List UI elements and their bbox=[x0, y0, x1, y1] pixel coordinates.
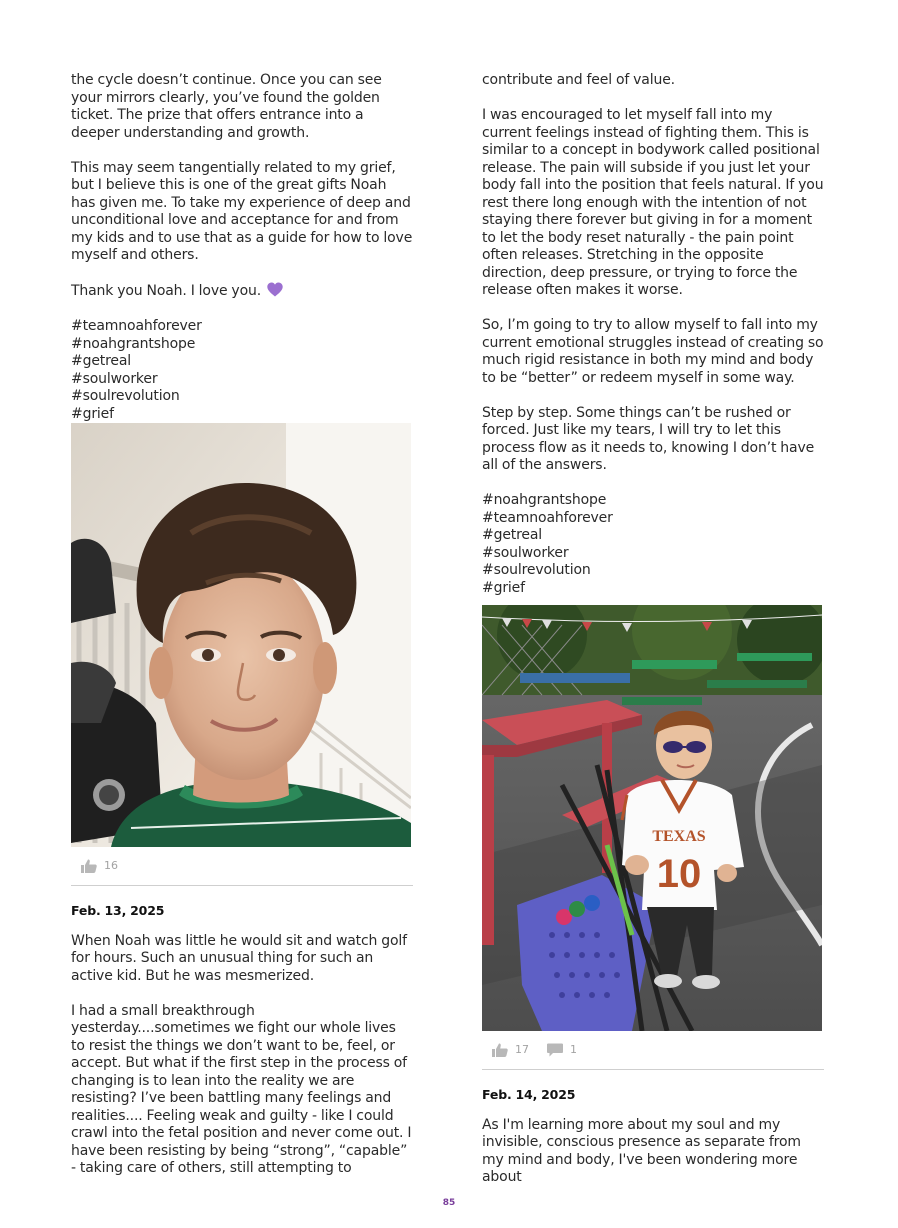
breakthrough-paragraph: I had a small breakthrough yesterday....sometimes we fight our whole lives to resist the things we don’t want to be, feel, or accept. But what if the first step in the process of changing is to lean into the reality we are resisting? I’ve been battling many feelings and realities.... Feeling weak and guilty - like I could crawl into the fetal position and never come out. I have been resisting by being “strong”, “capable” - taking care of others, still attempting to bbox=[71, 1002, 412, 1176]
hashtag-link[interactable]: #noahgrantshope bbox=[482, 492, 607, 508]
right-intro-paragraph: contribute and feel of value. bbox=[482, 72, 675, 88]
thumbs-up-icon bbox=[81, 859, 97, 873]
post-date: Feb. 13, 2025 bbox=[71, 903, 165, 918]
left-intro-paragraph: the cycle doesn’t continue. Once you can see your mirrors clearly, you’ve found the golden ticket. The prize that offers entrance into a deeper understanding and growth. bbox=[71, 72, 382, 141]
like-count[interactable] bbox=[492, 1041, 529, 1059]
like-count-value: 17 bbox=[515, 1043, 529, 1057]
shirt-text: TEXAS bbox=[652, 828, 706, 845]
like-count[interactable] bbox=[81, 857, 118, 875]
like-count-value: 16 bbox=[104, 859, 118, 873]
noah-portrait-photo bbox=[71, 423, 411, 847]
left-post-stats bbox=[71, 847, 413, 886]
post-date: Feb. 14, 2025 bbox=[482, 1087, 576, 1102]
thanks-text: Thank you Noah. I love you. bbox=[71, 283, 262, 299]
right-post-stats bbox=[482, 1031, 824, 1070]
hashtag-link[interactable]: #soulrevolution bbox=[71, 388, 180, 404]
left-hashtag-list bbox=[71, 318, 413, 423]
hashtag-link[interactable]: #soulrevolution bbox=[482, 562, 591, 578]
thanks-line bbox=[71, 282, 413, 301]
right-column bbox=[482, 72, 824, 1187]
hashtag-link[interactable]: #teamnoahforever bbox=[71, 318, 202, 334]
hashtag-link[interactable]: #teamnoahforever bbox=[482, 509, 613, 526]
hashtag-link[interactable]: #grief bbox=[71, 405, 114, 422]
hashtag-link[interactable]: #noahgrantshope bbox=[71, 335, 196, 352]
right-hashtag-list bbox=[482, 492, 824, 597]
hashtag-link[interactable]: #getreal bbox=[71, 353, 132, 369]
comment-count-value: 1 bbox=[570, 1043, 577, 1057]
comment-bubble-icon bbox=[547, 1043, 563, 1057]
toddler-golf-photo bbox=[482, 605, 822, 1031]
emotional-struggles-paragraph: So, I’m going to try to allow myself to fall into my current emotional struggles instead of creating so much rigid resistance in both my mind and body to be “better” or redeem myself in some way. bbox=[482, 317, 824, 386]
comment-count[interactable] bbox=[547, 1041, 577, 1059]
thumbs-up-icon bbox=[492, 1043, 508, 1057]
positional-release-paragraph: I was encouraged to let myself fall into my current feelings instead of fighting them. This is similar to a concept in bodywork called positional release. The pain will subside if you just let your body fall into the position that feels natural. If you rest there long enough with the intention of not staying there forever but giving in for a moment to let the body reset naturally - the pain point often releases. Stretching in the opposite direction, deep pressure, or trying to force the release often makes it worse. bbox=[482, 107, 824, 298]
left-column bbox=[71, 72, 413, 1178]
hashtag-link[interactable]: #grief bbox=[482, 579, 525, 596]
shirt-number: 10 bbox=[656, 852, 702, 896]
step-by-step-paragraph: Step by step. Some things can’t be rushed or forced. Just like my tears, I will try to let this process flow as it needs to, knowing I don’t have all of the answers. bbox=[482, 404, 815, 473]
golf-paragraph: When Noah was little he would sit and watch golf for hours. Such an unusual thing for such an active kid. But he was mesmerized. bbox=[71, 932, 407, 984]
hashtag-link[interactable]: #soulworker bbox=[482, 544, 569, 561]
soul-paragraph: As I'm learning more about my soul and my invisible, conscious presence as separate from my mind and body, I've been wondering more about bbox=[482, 1116, 801, 1185]
page-number: 85 bbox=[442, 1198, 456, 1208]
purple-heart-icon bbox=[267, 282, 283, 297]
hashtag-link[interactable]: #getreal bbox=[482, 527, 543, 543]
left-grief-paragraph: This may seem tangentially related to my grief, but I believe this is one of the great gifts Noah has given me. To take my experience of deep and unconditional love and acceptance for and from my kids and to use that as a guide for how to love myself and others. bbox=[71, 159, 413, 263]
hashtag-link[interactable]: #soulworker bbox=[71, 370, 158, 387]
